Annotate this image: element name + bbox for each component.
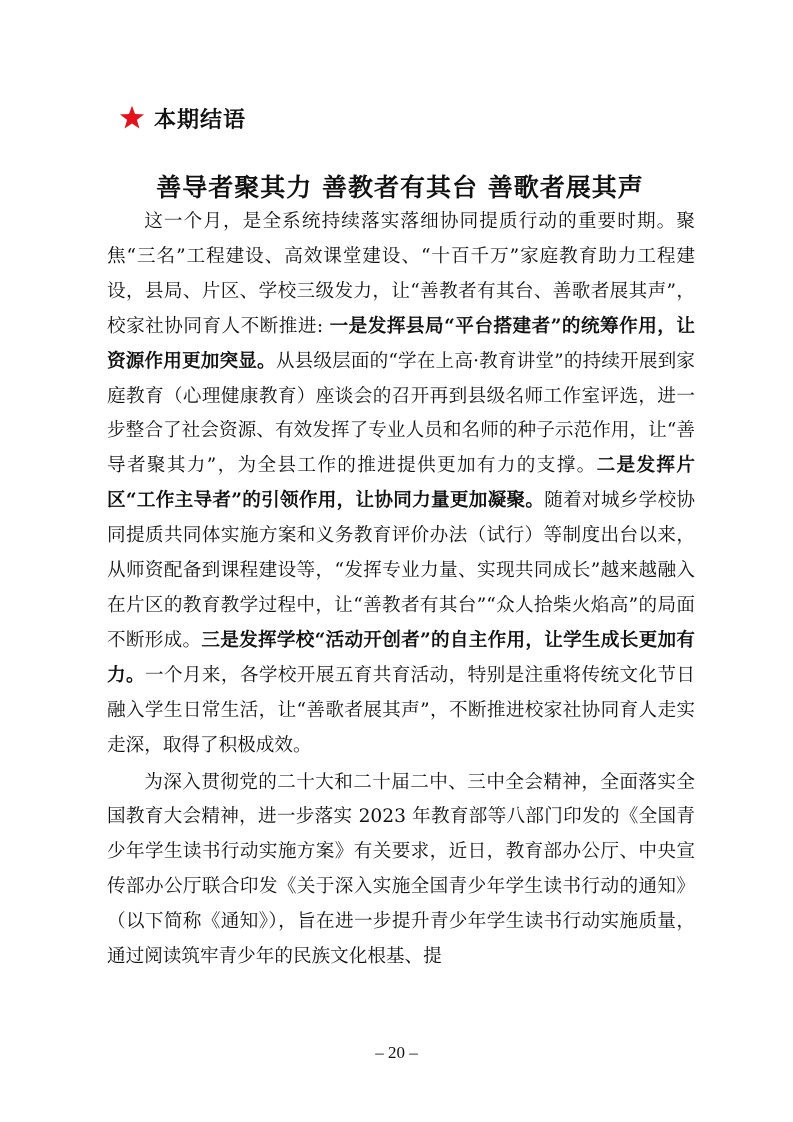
- emphasis-point-3: 三是发挥学校“活动开创者”的自主作用，让学生成长更加有力。: [107, 629, 695, 686]
- article-title: 善导者聚其力 善教者有其台 善歌者展其声: [156, 173, 644, 202]
- section-header: [118, 101, 246, 135]
- paragraph-2: [107, 766, 695, 975]
- section-title: 本期结语: [154, 107, 247, 133]
- emphasis-point-2: 二是发挥片区“工作主导者”的引领作用，让协同力量更加凝聚。: [107, 455, 695, 512]
- star-icon: [118, 104, 146, 132]
- text-run: 这一个月，是全系统持续落实落细协同提质行动的重要时期。聚焦“三名”工程建设、高效课堂建设、“十百千万”家庭教育助力工程建设，县局、片区、学校三级发力，让“善教者有其台、善歌者展其声”， 校家社协同育人不断推进:: [107, 211, 695, 337]
- emphasis-point-1: 一是发挥县局“平台搭建者”的统筹作用，让资源作用更加突显。: [107, 315, 695, 372]
- text-run: 一个月来，各学校开展五育共育活动，特别是注重将传统文化节日融入学生日常生活，让“善歌者展其声”，不断推进校家社协同育人走实走深，取得了积极成效。: [107, 664, 695, 756]
- article-body: [107, 205, 695, 975]
- page-number: – 20 –: [375, 1043, 418, 1062]
- paragraph-1: [107, 205, 695, 764]
- text-run: 随着对城乡学校协同提质共同体实施方案和义务教育评价办法（试行）等制度出台以来，从师资配备到课程建设等，“发挥专业力量、实现共同成长”越来越融入在片区的教育教学过程中，让“善教者有其台”“众人拾柴火焰高”的局面不断形成。: [107, 490, 695, 651]
- text-run: 从县级层面的“学在上高·教育讲堂”的持续开展到家庭教育（心理健康教育）座谈会的召开再到县级名师工作室评选，进一步整合了社会资源、有效发挥了专业人员和名师的种子示范作用，让“善导者聚其力”，为全县工作的推进提供更加有力的支撑。: [107, 350, 695, 477]
- text-run: 为深入贯彻党的二十大和二十届二中、三中全会精神，全面落实全国教育大会精神，进一步落实 2023 年教育部等八部门印发的《全国青少年学生读书行动实施方案》有关要求，近日，教育部办公厅、中央宣传部办公厅联合印发《关于深入实施全国青少年学生读书行动的通知》（以下简称《通知》），旨在进一步提升青少年学生读书行动实施质量，通过阅读筑牢青少年的民族文化根基、提: [107, 771, 695, 968]
